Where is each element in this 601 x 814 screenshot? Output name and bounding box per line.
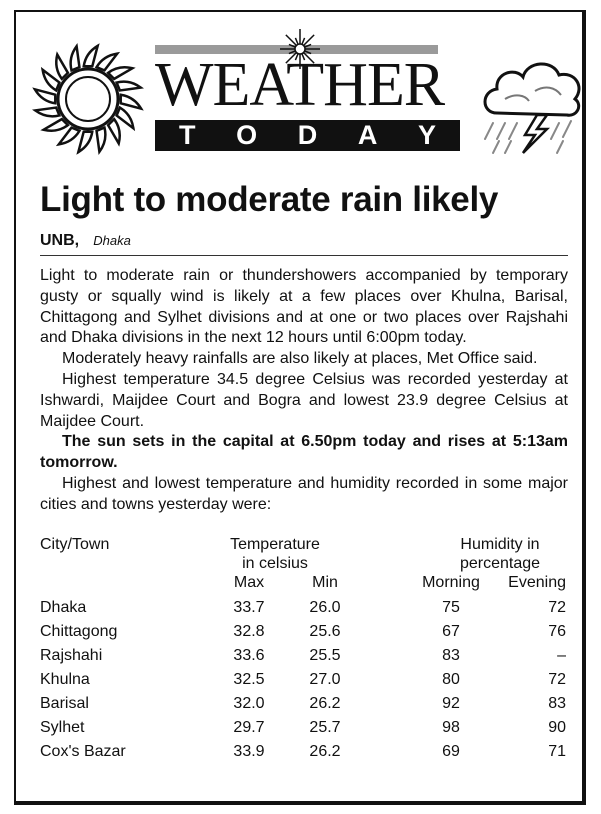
- cell-min: 26.0: [309, 599, 341, 616]
- cell-max: 32.0: [233, 695, 265, 712]
- cell-evening: 76: [548, 623, 566, 640]
- headline: Light to moderate rain likely: [40, 180, 499, 219]
- cell-morning: 67: [442, 623, 460, 640]
- cell-max: 33.6: [233, 647, 265, 664]
- byline-divider: [40, 255, 568, 256]
- table-row: [40, 716, 570, 740]
- subtitle-letter: D: [297, 120, 318, 150]
- article-body: [40, 266, 568, 516]
- paragraph: Moderately heavy rainfalls are also likely at places, Met Office said.: [62, 350, 538, 368]
- cell-max: 33.9: [233, 743, 265, 760]
- cell-min: 25.5: [309, 647, 341, 664]
- cell-city: Barisal: [40, 695, 89, 712]
- subtitle-letter: T: [179, 120, 196, 150]
- masthead-subtitle: [155, 120, 460, 151]
- cell-min: 25.7: [309, 719, 341, 736]
- col-header-max: Max: [233, 574, 265, 591]
- cell-evening: 71: [548, 743, 566, 760]
- cell-min: 27.0: [309, 671, 341, 688]
- paragraph: Light to moderate rain or thundershowers accompanied by temporary gusty or squally wind is likely at a few places over Khulna, Barisal, Chittagong and Sylhet divisions and at one or two places over Rajshahi and Dhaka divisions in the next 12 hours until 6:00pm today.: [40, 267, 568, 347]
- cell-city: Cox's Bazar: [40, 743, 126, 760]
- byline-agency: UNB,: [40, 232, 80, 249]
- cell-evening: –: [557, 647, 566, 664]
- col-header-evening: Evening: [508, 574, 566, 591]
- table-row: [40, 692, 570, 716]
- subtitle-letter: Y: [417, 120, 436, 150]
- cell-city: Chittagong: [40, 623, 118, 640]
- masthead: [20, 25, 586, 165]
- byline-place: Dhaka: [93, 233, 131, 248]
- paragraph: Highest and lowest temperature and humidity recorded in some major cities and towns yesterday were:: [40, 474, 568, 513]
- table-row: [40, 740, 570, 764]
- cell-city: Dhaka: [40, 599, 87, 616]
- paragraph: Highest temperature 34.5 degree Celsius was recorded yesterday at Ishwardi, Maijdee Court and Bogra and lowest 23.9 degree Celsius at Maijdee Court.: [40, 370, 568, 430]
- cell-city: Rajshahi: [40, 647, 103, 664]
- cell-max: 32.5: [233, 671, 265, 688]
- cell-morning: 83: [442, 647, 460, 664]
- cell-morning: 98: [442, 719, 460, 736]
- table-row: [40, 668, 570, 692]
- cell-morning: 69: [442, 743, 460, 760]
- table-row: [40, 620, 570, 644]
- cell-evening: 72: [548, 671, 566, 688]
- cell-morning: 92: [442, 695, 460, 712]
- subtitle-letter: A: [357, 120, 378, 150]
- cell-morning: 75: [442, 599, 460, 616]
- cell-city: Khulna: [40, 671, 90, 688]
- cell-max: 29.7: [233, 719, 265, 736]
- subtitle-letter: O: [236, 120, 258, 150]
- cell-min: 26.2: [309, 743, 341, 760]
- cell-min: 26.2: [309, 695, 341, 712]
- storm-cloud-icon: [475, 43, 587, 155]
- cell-evening: 90: [548, 719, 566, 736]
- col-header-city: City/Town: [40, 536, 110, 553]
- table-row: [40, 596, 570, 620]
- sun-icon: [32, 43, 144, 155]
- table-row: [40, 644, 570, 668]
- cell-evening: 72: [548, 599, 566, 616]
- col-header-temperature: Temperature: [230, 536, 320, 553]
- cell-min: 25.6: [309, 623, 341, 640]
- col-header-humidity: Humidity in: [460, 536, 540, 553]
- byline: [40, 232, 131, 250]
- cell-max: 33.7: [233, 599, 265, 616]
- cell-city: Sylhet: [40, 719, 85, 736]
- masthead-title: WEATHER: [155, 51, 445, 119]
- col-header-humidity-unit: percentage: [459, 555, 541, 572]
- col-header-morning: Morning: [422, 574, 480, 591]
- cell-morning: 80: [442, 671, 460, 688]
- col-header-temperature-unit: in celsius: [242, 555, 308, 572]
- cell-evening: 83: [548, 695, 566, 712]
- paragraph-sunset: The sun sets in the capital at 6.50pm today and rises at 5:13am tomorrow.: [40, 433, 568, 472]
- col-header-min: Min: [312, 574, 338, 591]
- cell-max: 32.8: [233, 623, 265, 640]
